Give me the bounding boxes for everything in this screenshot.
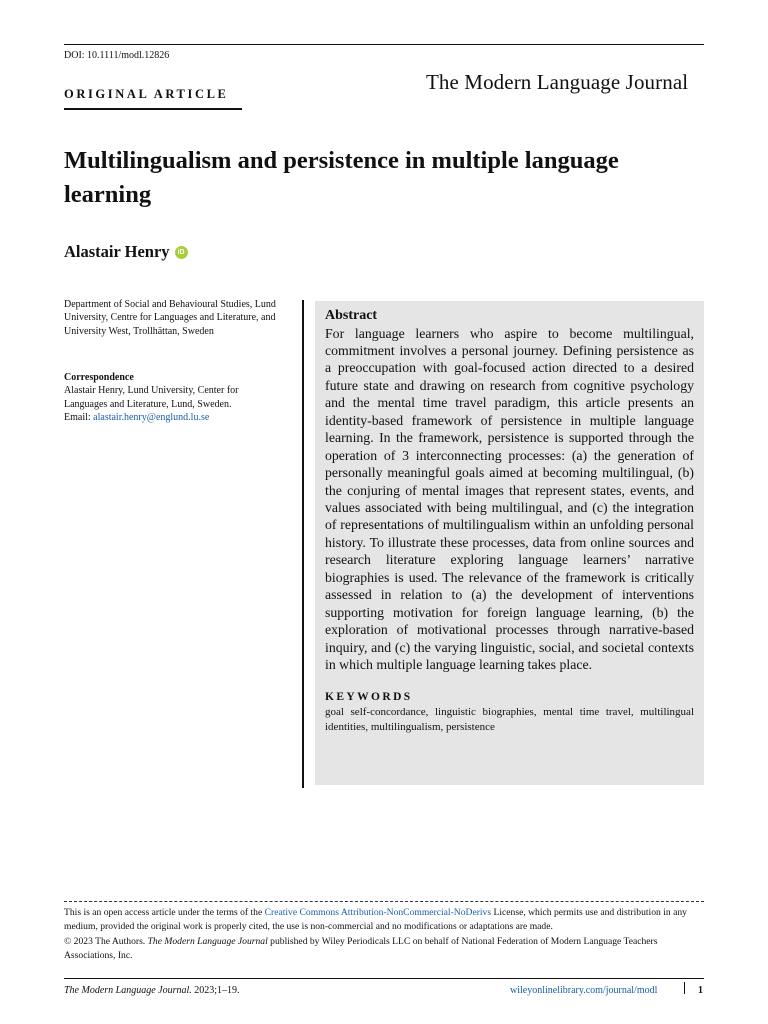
email-label: Email: [64,411,91,423]
journal-name: The Modern Language Journal [426,70,689,94]
license-text [64,906,704,935]
email-line [64,411,284,424]
top-rule [64,44,704,45]
copyright-prefix: © 2023 The Authors. [64,935,148,947]
page-number: 1 [698,985,703,996]
copyright-suffix: published by Wiley Periodicals LLC on behalf of National Federation of Modern Language Teachers Associations, Inc. [64,935,658,961]
correspondence-block [64,371,284,424]
journal-citation-volume: 2023;1–19. [191,985,240,996]
column-divider [302,300,304,788]
doi-text[interactable]: DOI: 10.1111/modl.12826 [64,50,170,61]
abstract-text: For language learners who aspire to become multilingual, commitment involves a personal journey. Defining persistence as a preoccupation with goal-focused action directed to a desired future state and drawing on research from cognitive psychology and the mental time travel paradigm, this article presents an identity-based framework of persistence in multiple language learning. In the framework, persistence is supported through the operation of 3 interconnecting processes: (a) the generation of personally meaningful goals aimed at becoming multilingual, (b) the conjuring of mental images that represent states, events, and values associated with being multilingual, and (c) the integration of representations of multilingualism within an unfolding personal history. To illustrate these processes, data from online sources and research literature exploring language learners’ narrative biographies is used. The relevance of the framework is critically assessed in relation to (a) the development of interventions supporting motivation for foreign language learning, (b) the exploration of motivational processes through narrative-based inquiry, and (c) the varying linguistic, social, and societal contexts in which multiple language learning takes place. [325,325,694,673]
article-title: Multilingualism and persistence in multiple language learning [64,147,619,208]
author-name[interactable]: Alastair Henry [64,242,170,261]
page-number-divider [684,982,685,994]
correspondence-heading: Correspondence [64,372,134,383]
license-link[interactable]: Creative Commons Attribution-NonCommercial-NoDerivs [264,907,492,918]
copyright-text [64,935,704,964]
article-type-underline [64,108,242,110]
article-type-label: ORIGINAL ARTICLE [64,87,229,101]
keywords-heading: KEYWORDS [325,690,413,703]
footer-dashed-divider [64,901,704,902]
bottom-rule [64,978,704,979]
author-line [64,242,188,262]
journal-citation [64,985,240,996]
keywords-list: goal self-concordance, linguistic biographies, mental time travel, multilingual identities, multilingualism, persistence [325,705,694,734]
journal-url-link[interactable]: wileyonlinelibrary.com/journal/modl [510,985,658,996]
affiliation: Department of Social and Behavioural Studies, Lund University, Centre for Languages and Literature, and University West, Trollhättan, Sweden [64,299,276,337]
orcid-icon[interactable]: iD [175,246,188,259]
email-link[interactable]: alastair.henry@englund.lu.se [93,411,210,423]
abstract-content [325,307,694,736]
abstract-box [315,301,704,785]
journal-citation-name: The Modern Language Journal. [64,985,192,996]
license-prefix: This is an open access article under the terms of the [64,907,265,918]
copyright-journal: The Modern Language Journal [147,935,268,947]
abstract-heading: Abstract [325,308,378,323]
license-suffix: License, which permits use and distribution in any medium, provided the original work is properly cited, the use is non-commercial and no modifications or adaptations are made. [64,907,687,933]
correspondence-text: Alastair Henry, Lund University, Center for Languages and Literature, Lund, Sweden. [64,385,239,410]
license-notice [64,906,704,963]
